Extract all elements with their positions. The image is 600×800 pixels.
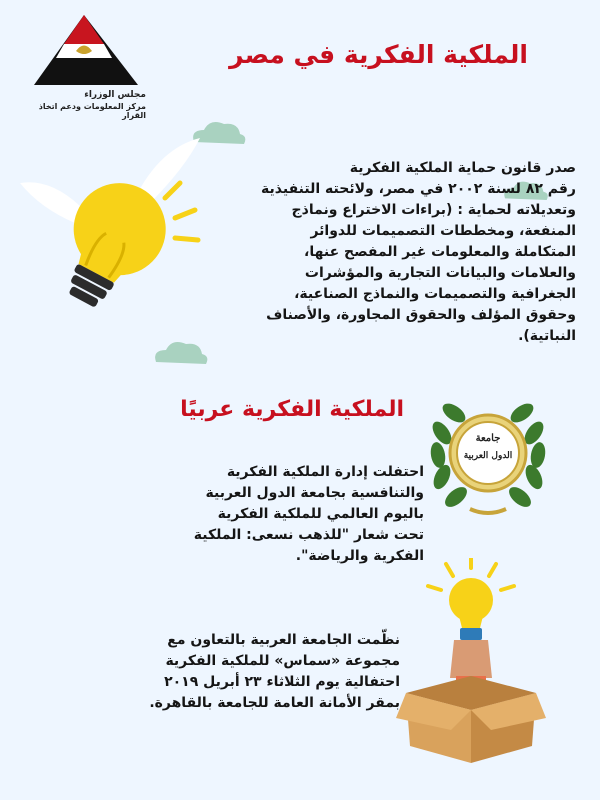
section1-line: المنفعة، ومخططات التصميمات للدوائر — [310, 223, 576, 239]
logo-org-line1: مجلس الوزراء — [84, 90, 146, 100]
emblem-text-line2: الدول العربية — [463, 451, 513, 461]
box-with-lightbulb-icon — [396, 558, 546, 768]
section2-para1-line: تحت شعار "للذهب نسعى: الملكية — [193, 527, 424, 543]
section1-line: وتعديلاته لحماية : (براءات الاختراع ونماذج — [291, 202, 576, 218]
section1-line: المتكاملة والمعلومات غير المفصح عنها، — [304, 244, 576, 260]
section1-line: الجغرافية والتصميمات والنماذج الصناعية، — [294, 286, 576, 302]
section2-para2-line: احتفالية يوم الثلاثاء ٢٣ أبريل ٢٠١٩ — [164, 674, 400, 690]
winged-lightbulb-icon — [10, 128, 230, 348]
section2-para2-line: نظّمت الجامعة العربية بالتعاون مع — [167, 632, 400, 648]
section1-title: الملكية الفكرية في مصر — [229, 40, 528, 69]
section1-line: رقم ٨٢ لسنة ٢٠٠٢ في مصر، ولائحته التنفيذية — [261, 181, 576, 197]
section1-line: النباتية). — [518, 328, 576, 344]
section2-para1-line: الفكرية والرياضة". — [295, 548, 424, 564]
section2-para1-line: والتنافسية بجامعة الدول العربية — [205, 485, 424, 501]
section1-line: صدر قانون حماية الملكية الفكرية — [349, 160, 576, 176]
section2-para2-line: مجموعة «سماس» للملكية الفكرية — [165, 653, 400, 669]
section2-para1-line: باليوم العالمي للملكية الفكرية — [217, 506, 424, 522]
pyramid-flag-logo-icon — [26, 10, 146, 90]
section2-paragraph-2 — [70, 630, 400, 714]
logo — [26, 10, 146, 120]
logo-org-line2: مركز المعلومات ودعم اتخاذ القرار — [38, 102, 146, 120]
section2-para1-line: احتفلت إدارة الملكية الفكرية — [226, 464, 424, 480]
section1-paragraph — [216, 158, 576, 347]
emblem-text-line1: جامعة — [475, 433, 501, 444]
section1-line: وحقوق المؤلف والحقوق المجاورة، والأصناف — [266, 307, 576, 323]
section2-paragraph-1 — [94, 462, 424, 567]
section2-para2-line: بمقر الأمانة العامة للجامعة بالقاهرة. — [149, 695, 400, 711]
section1-line: والعلامات والبيانات التجارية والمؤشرات — [304, 265, 576, 281]
arab-league-emblem — [418, 385, 558, 525]
section2-title: الملكية الفكرية عربيًا — [180, 397, 404, 422]
